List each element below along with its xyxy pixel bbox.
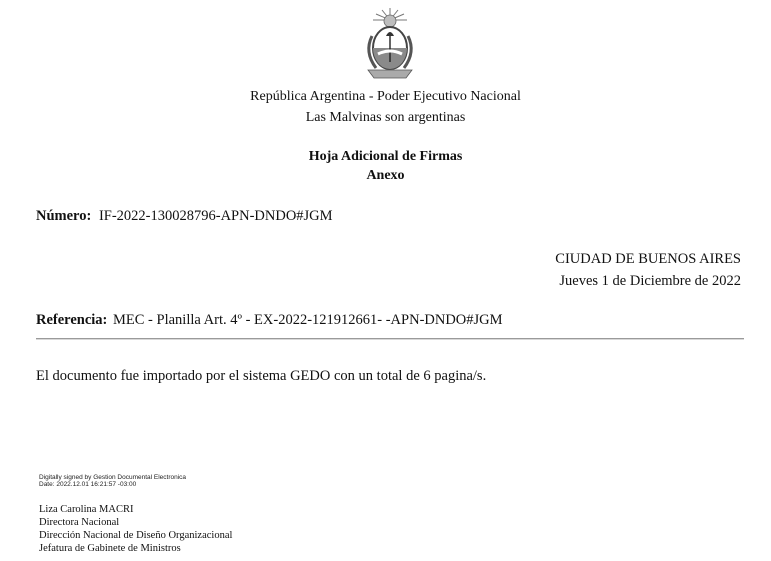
signer-name: Liza Carolina MACRI [39,504,134,515]
digital-signature-stamp [39,474,186,488]
body-text: El documento fue importado por el sistema GEDO con un total de 6 pagina/s. [36,368,487,384]
digital-signature-line: Digitally signed by Gestion Documental Electronica [39,474,187,481]
page-title: Hoja Adicional de Firmas [308,149,463,164]
signer-role: Directora Nacional [39,517,120,528]
digital-signature-date: Date: 2022.12.01 16:21:57 -03:00 [39,481,137,488]
referencia-row [36,312,503,329]
signer-block [39,503,232,555]
numero-label: Número: [36,208,92,224]
signer-agency: Jefatura de Gabinete de Ministros [39,543,181,554]
divider [36,338,744,340]
document-date: Jueves 1 de Diciembre de 2022 [559,273,741,289]
city: CIUDAD DE BUENOS AIRES [555,251,741,267]
numero-row [36,208,333,225]
government-header: República Argentina - Poder Ejecutivo Nacional [250,89,521,104]
slogan: Las Malvinas son argentinas [305,110,466,125]
argentina-coat-of-arms-icon [360,6,420,86]
page-subtitle: Anexo [366,168,405,183]
referencia-label: Referencia: [36,312,108,328]
referencia-value: MEC - Planilla Art. 4º - EX-2022-121912661- -APN-DNDO#JGM [113,312,503,328]
signer-office: Dirección Nacional de Diseño Organizacional [39,530,233,541]
numero-value: IF-2022-130028796-APN-DNDO#JGM [98,208,333,224]
